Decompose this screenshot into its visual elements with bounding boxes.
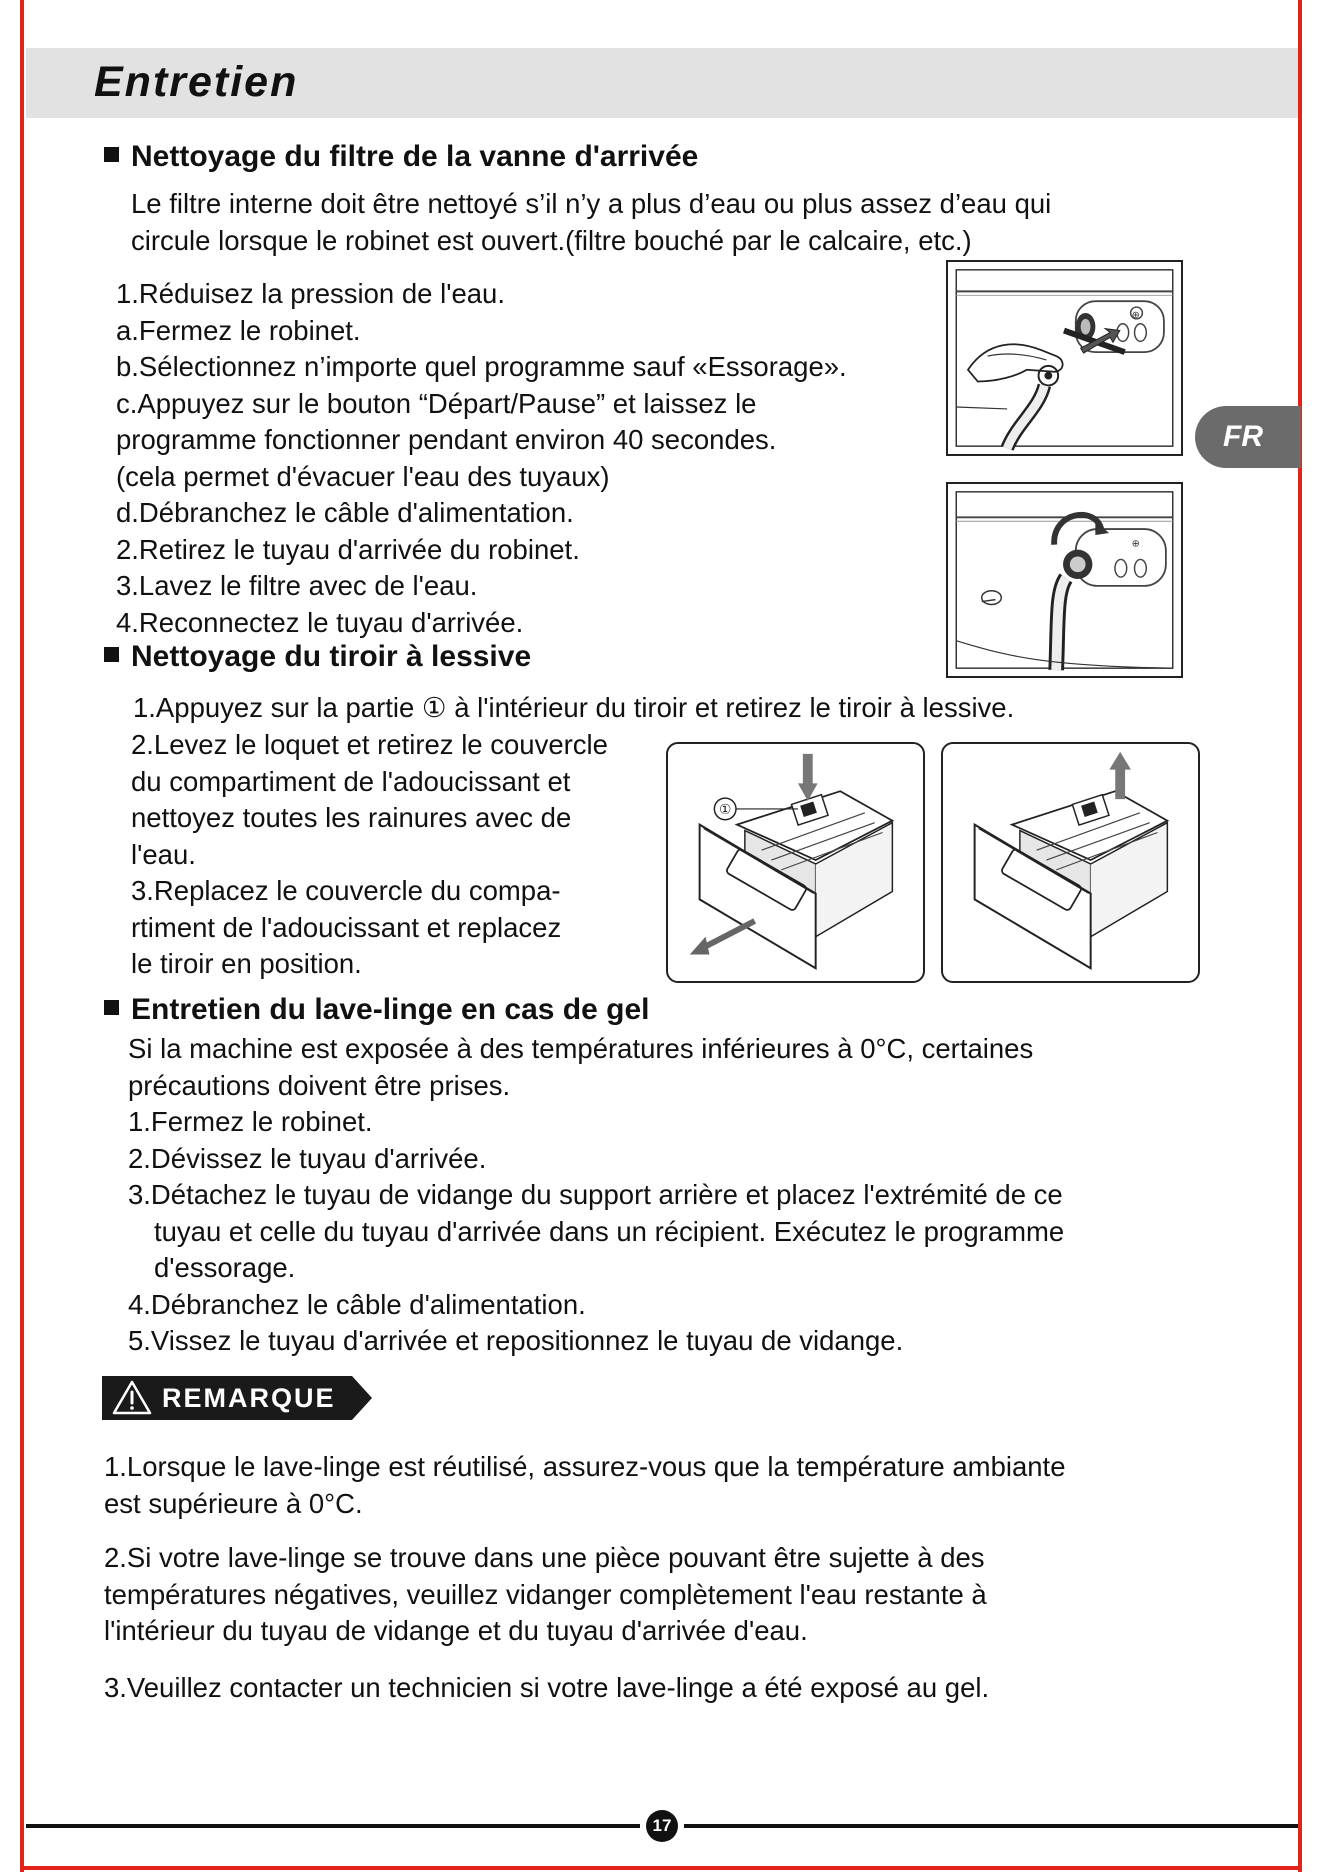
softener-cover-lift-illustration — [943, 744, 1198, 981]
remarque-label: REMARQUE — [162, 1383, 336, 1413]
step-line: 5.Vissez le tuyau d'arrivée et repositionnez le tuyau de vidange. — [128, 1325, 904, 1356]
step-line: d.Débranchez le câble d'alimentation. — [116, 497, 574, 528]
text-line: Le filtre interne doit être nettoyé s’il n’y a plus d’eau ou plus assez d’eau qui — [131, 188, 1052, 219]
step-line: 4.Reconnectez le tuyau d'arrivée. — [116, 606, 524, 638]
svg-text:⊕: ⊕ — [1131, 538, 1140, 550]
step-line: 3.Lavez le filtre avec de l'eau. — [116, 570, 478, 601]
drawer-removal-illustration — [668, 744, 923, 981]
text-line: Si la machine est exposée à des températures inférieures à 0°C, certaines — [128, 1033, 1034, 1064]
language-tab — [1195, 406, 1301, 468]
step-line: 3.Détachez le tuyau de vidange du support arrière et placez l'extrémité de ce — [128, 1179, 1063, 1210]
page-border-right — [1298, 0, 1302, 1872]
note-line: températures négatives, veuillez vidanger complètement l'eau restante à — [104, 1578, 987, 1610]
section-heading-inlet-filter — [104, 140, 698, 174]
note-line: est supérieure à 0°C. — [104, 1487, 363, 1519]
page-number — [646, 1810, 678, 1842]
section-heading-detergent-drawer — [104, 640, 531, 674]
figure-drawer-removal — [666, 742, 925, 983]
page-border-bottom — [20, 1866, 1302, 1870]
figure-softener-cover-lift — [941, 742, 1200, 983]
step-line: (cela permet d'évacuer l'eau des tuyaux) — [116, 460, 610, 492]
bullet-icon — [104, 147, 119, 162]
section-heading-frost-care — [104, 993, 649, 1027]
note-line: 3.Veuillez contacter un technicien si votre lave-linge a été exposé au gel. — [104, 1672, 990, 1703]
step-line: 2.Levez le loquet et retirez le couvercle — [131, 729, 608, 760]
footer-rule-left — [26, 1824, 640, 1828]
remarque-note-1 — [104, 1449, 1066, 1522]
section2-steps — [131, 727, 608, 983]
text-line: précautions doivent être prises. — [128, 1069, 511, 1101]
callout-number-1: ① — [719, 801, 732, 818]
note-line: l'intérieur du tuyau de vidange et du tuyau d'arrivée d'eau. — [104, 1615, 808, 1646]
step-line: 2.Dévissez le tuyau d'arrivée. — [128, 1142, 487, 1174]
step-line: 4.Débranchez le câble d'alimentation. — [128, 1288, 586, 1320]
step-line: le tiroir en position. — [131, 948, 362, 979]
section-heading-text: Nettoyage du filtre de la vanne d'arrivée — [131, 140, 699, 173]
step-line: nettoyez toutes les rainures avec de — [131, 802, 572, 833]
section2-step1: 1.Appuyez sur la partie ① à l'intérieur du tiroir et retirez le tiroir à lessive. — [133, 692, 1015, 723]
step-line: 2.Retirez le tuyau d'arrivée du robinet. — [116, 533, 580, 565]
step-line: rtiment de l'adoucissant et replacez — [131, 911, 562, 943]
inlet-hose-removal-illustration — [948, 262, 1181, 454]
page-number-text: 17 — [652, 1816, 672, 1835]
page-border-left — [20, 0, 24, 1872]
bullet-icon — [104, 1000, 119, 1015]
step-line: l'eau. — [131, 838, 196, 870]
figure-inlet-hose-reconnect — [946, 482, 1183, 678]
remarque-note-3 — [104, 1670, 989, 1707]
section1-intro — [131, 186, 1051, 259]
figure-inlet-hose-removal — [946, 260, 1183, 456]
inlet-hose-reconnect-illustration — [948, 484, 1181, 676]
step-line: 3.Replacez le couvercle du compa- — [131, 875, 561, 906]
footer-rule-right — [684, 1824, 1298, 1828]
step-line: programme fonctionner pendant environ 40 secondes. — [116, 424, 777, 455]
bullet-icon — [104, 647, 119, 662]
step-line: tuyau et celle du tuyau d'arrivée dans un récipient. Exécutez le programme — [154, 1215, 1065, 1247]
svg-text:⊕: ⊕ — [1131, 309, 1140, 321]
step-line: d'essorage. — [154, 1252, 296, 1283]
remarque-banner — [102, 1376, 372, 1420]
step-line: a.Fermez le robinet. — [116, 314, 361, 346]
step-line: c.Appuyez sur le bouton “Départ/Pause” et laissez le — [116, 387, 757, 419]
language-tab-label: FR — [1223, 420, 1263, 453]
note-line: 1.Lorsque le lave-linge est réutilisé, assurez-vous que la température ambiante — [104, 1451, 1066, 1482]
text-line: circule lorsque le robinet est ouvert.(filtre bouché par le calcaire, etc.) — [131, 224, 972, 256]
section1-steps — [116, 276, 847, 641]
step-line: du compartiment de l'adoucissant et — [131, 765, 571, 797]
page-title: Entretien — [94, 58, 299, 106]
step-line: b.Sélectionnez n’importe quel programme sauf «Essorage». — [116, 351, 847, 382]
step-line: 1.Réduisez la pression de l'eau. — [116, 278, 505, 309]
note-line: 2.Si votre lave-linge se trouve dans une pièce pouvant être sujette à des — [104, 1542, 985, 1573]
step-line: 1.Fermez le robinet. — [128, 1106, 373, 1137]
section3-intro — [128, 1031, 1033, 1104]
remarque-note-2 — [104, 1540, 987, 1650]
section3-steps — [128, 1104, 1064, 1360]
section-heading-text: Nettoyage du tiroir à lessive — [131, 640, 532, 673]
section-heading-text: Entretien du lave-linge en cas de gel — [131, 993, 650, 1026]
